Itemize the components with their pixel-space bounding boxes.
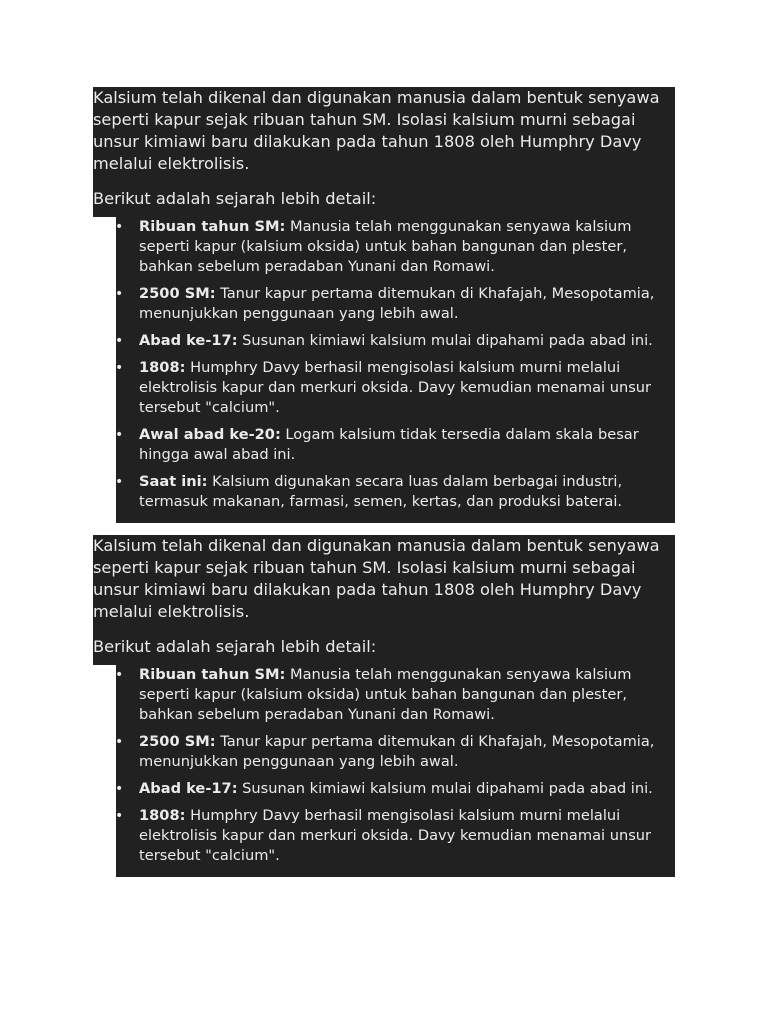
bullet-icon: • — [115, 333, 124, 349]
list-item — [116, 806, 675, 866]
list-item — [116, 472, 675, 512]
item-text: Logam kalsium tidak tersedia dalam skala besar hingga awal abad ini. — [139, 426, 639, 463]
item-text: Tanur kapur pertama ditemukan di Khafajah, Mesopotamia, menunjukkan penggunaan yang lebih awal. — [139, 285, 655, 322]
item-term: 2500 SM: — [139, 733, 216, 750]
item-text: Manusia telah menggunakan senyawa kalsium seperti kapur (kalsium oksida) untuk bahan bangunan dan plester, bahkan sebelum peradaban Yunani dan Romawi. — [139, 666, 632, 723]
item-term: Saat ini: — [139, 473, 208, 490]
item-text: Kalsium digunakan secara luas dalam berbagai industri, termasuk makanan, farmasi, semen, kertas, dan produksi baterai. — [139, 473, 623, 510]
bullet-icon: • — [115, 781, 124, 797]
list-item — [116, 665, 675, 725]
history-subheading: Berikut adalah sejarah lebih detail: — [93, 633, 675, 665]
screenshot-block-2 — [93, 535, 675, 889]
item-term: Abad ke-17: — [139, 780, 238, 797]
history-list-container — [116, 665, 675, 877]
list-item — [116, 358, 675, 418]
bullet-icon: • — [115, 734, 124, 750]
bullet-icon: • — [115, 427, 124, 443]
item-text: Manusia telah menggunakan senyawa kalsium seperti kapur (kalsium oksida) untuk bahan bangunan dan plester, bahkan sebelum peradaban Yunani dan Romawi. — [139, 218, 632, 275]
bullet-icon: • — [115, 286, 124, 302]
list-item — [116, 732, 675, 772]
bullet-icon: • — [115, 808, 124, 824]
item-term: Ribuan tahun SM: — [139, 218, 286, 235]
item-term: Awal abad ke-20: — [139, 426, 281, 443]
history-list — [116, 217, 675, 512]
intro-paragraph — [93, 87, 675, 185]
intro-paragraph — [93, 535, 675, 633]
item-term: Ribuan tahun SM: — [139, 666, 286, 683]
intro-text: Kalsium telah dikenal dan digunakan manusia dalam bentuk senyawa seperti kapur sejak ribuan tahun SM. Isolasi kalsium murni sebagai unsur kimiawi baru dilakukan pada tahun 1808 oleh Humphry Davy melalui elektrolisis. — [93, 88, 660, 173]
item-term: 1808: — [139, 807, 186, 824]
list-item — [116, 425, 675, 465]
history-subheading: Berikut adalah sejarah lebih detail: — [93, 185, 675, 217]
item-text: Humphry Davy berhasil mengisolasi kalsium murni melalui elektrolisis kapur dan merkuri oksida. Davy kemudian menamai unsur tersebut "calcium". — [139, 807, 652, 864]
list-item — [116, 217, 675, 277]
list-item — [116, 331, 675, 351]
item-term: 1808: — [139, 359, 186, 376]
item-text: Susunan kimiawi kalsium mulai dipahami pada abad ini. — [237, 780, 653, 797]
bullet-icon: • — [115, 667, 124, 683]
intro-text: Kalsium telah dikenal dan digunakan manusia dalam bentuk senyawa seperti kapur sejak ribuan tahun SM. Isolasi kalsium murni sebagai unsur kimiawi baru dilakukan pada tahun 1808 oleh Humphry Davy melalui elektrolisis. — [93, 536, 660, 621]
bullet-icon: • — [115, 219, 124, 235]
item-text: Susunan kimiawi kalsium mulai dipahami pada abad ini. — [237, 332, 653, 349]
history-list — [116, 665, 675, 866]
list-item — [116, 284, 675, 324]
bullet-icon: • — [115, 474, 124, 490]
screenshot-block-1 — [93, 87, 675, 535]
item-term: Abad ke-17: — [139, 332, 238, 349]
item-text: Tanur kapur pertama ditemukan di Khafajah, Mesopotamia, menunjukkan penggunaan yang lebih awal. — [139, 733, 655, 770]
bullet-icon: • — [115, 360, 124, 376]
item-text: Humphry Davy berhasil mengisolasi kalsium murni melalui elektrolisis kapur dan merkuri oksida. Davy kemudian menamai unsur tersebut "calcium". — [139, 359, 652, 416]
history-list-container — [116, 217, 675, 523]
item-term: 2500 SM: — [139, 285, 216, 302]
list-item — [116, 779, 675, 799]
